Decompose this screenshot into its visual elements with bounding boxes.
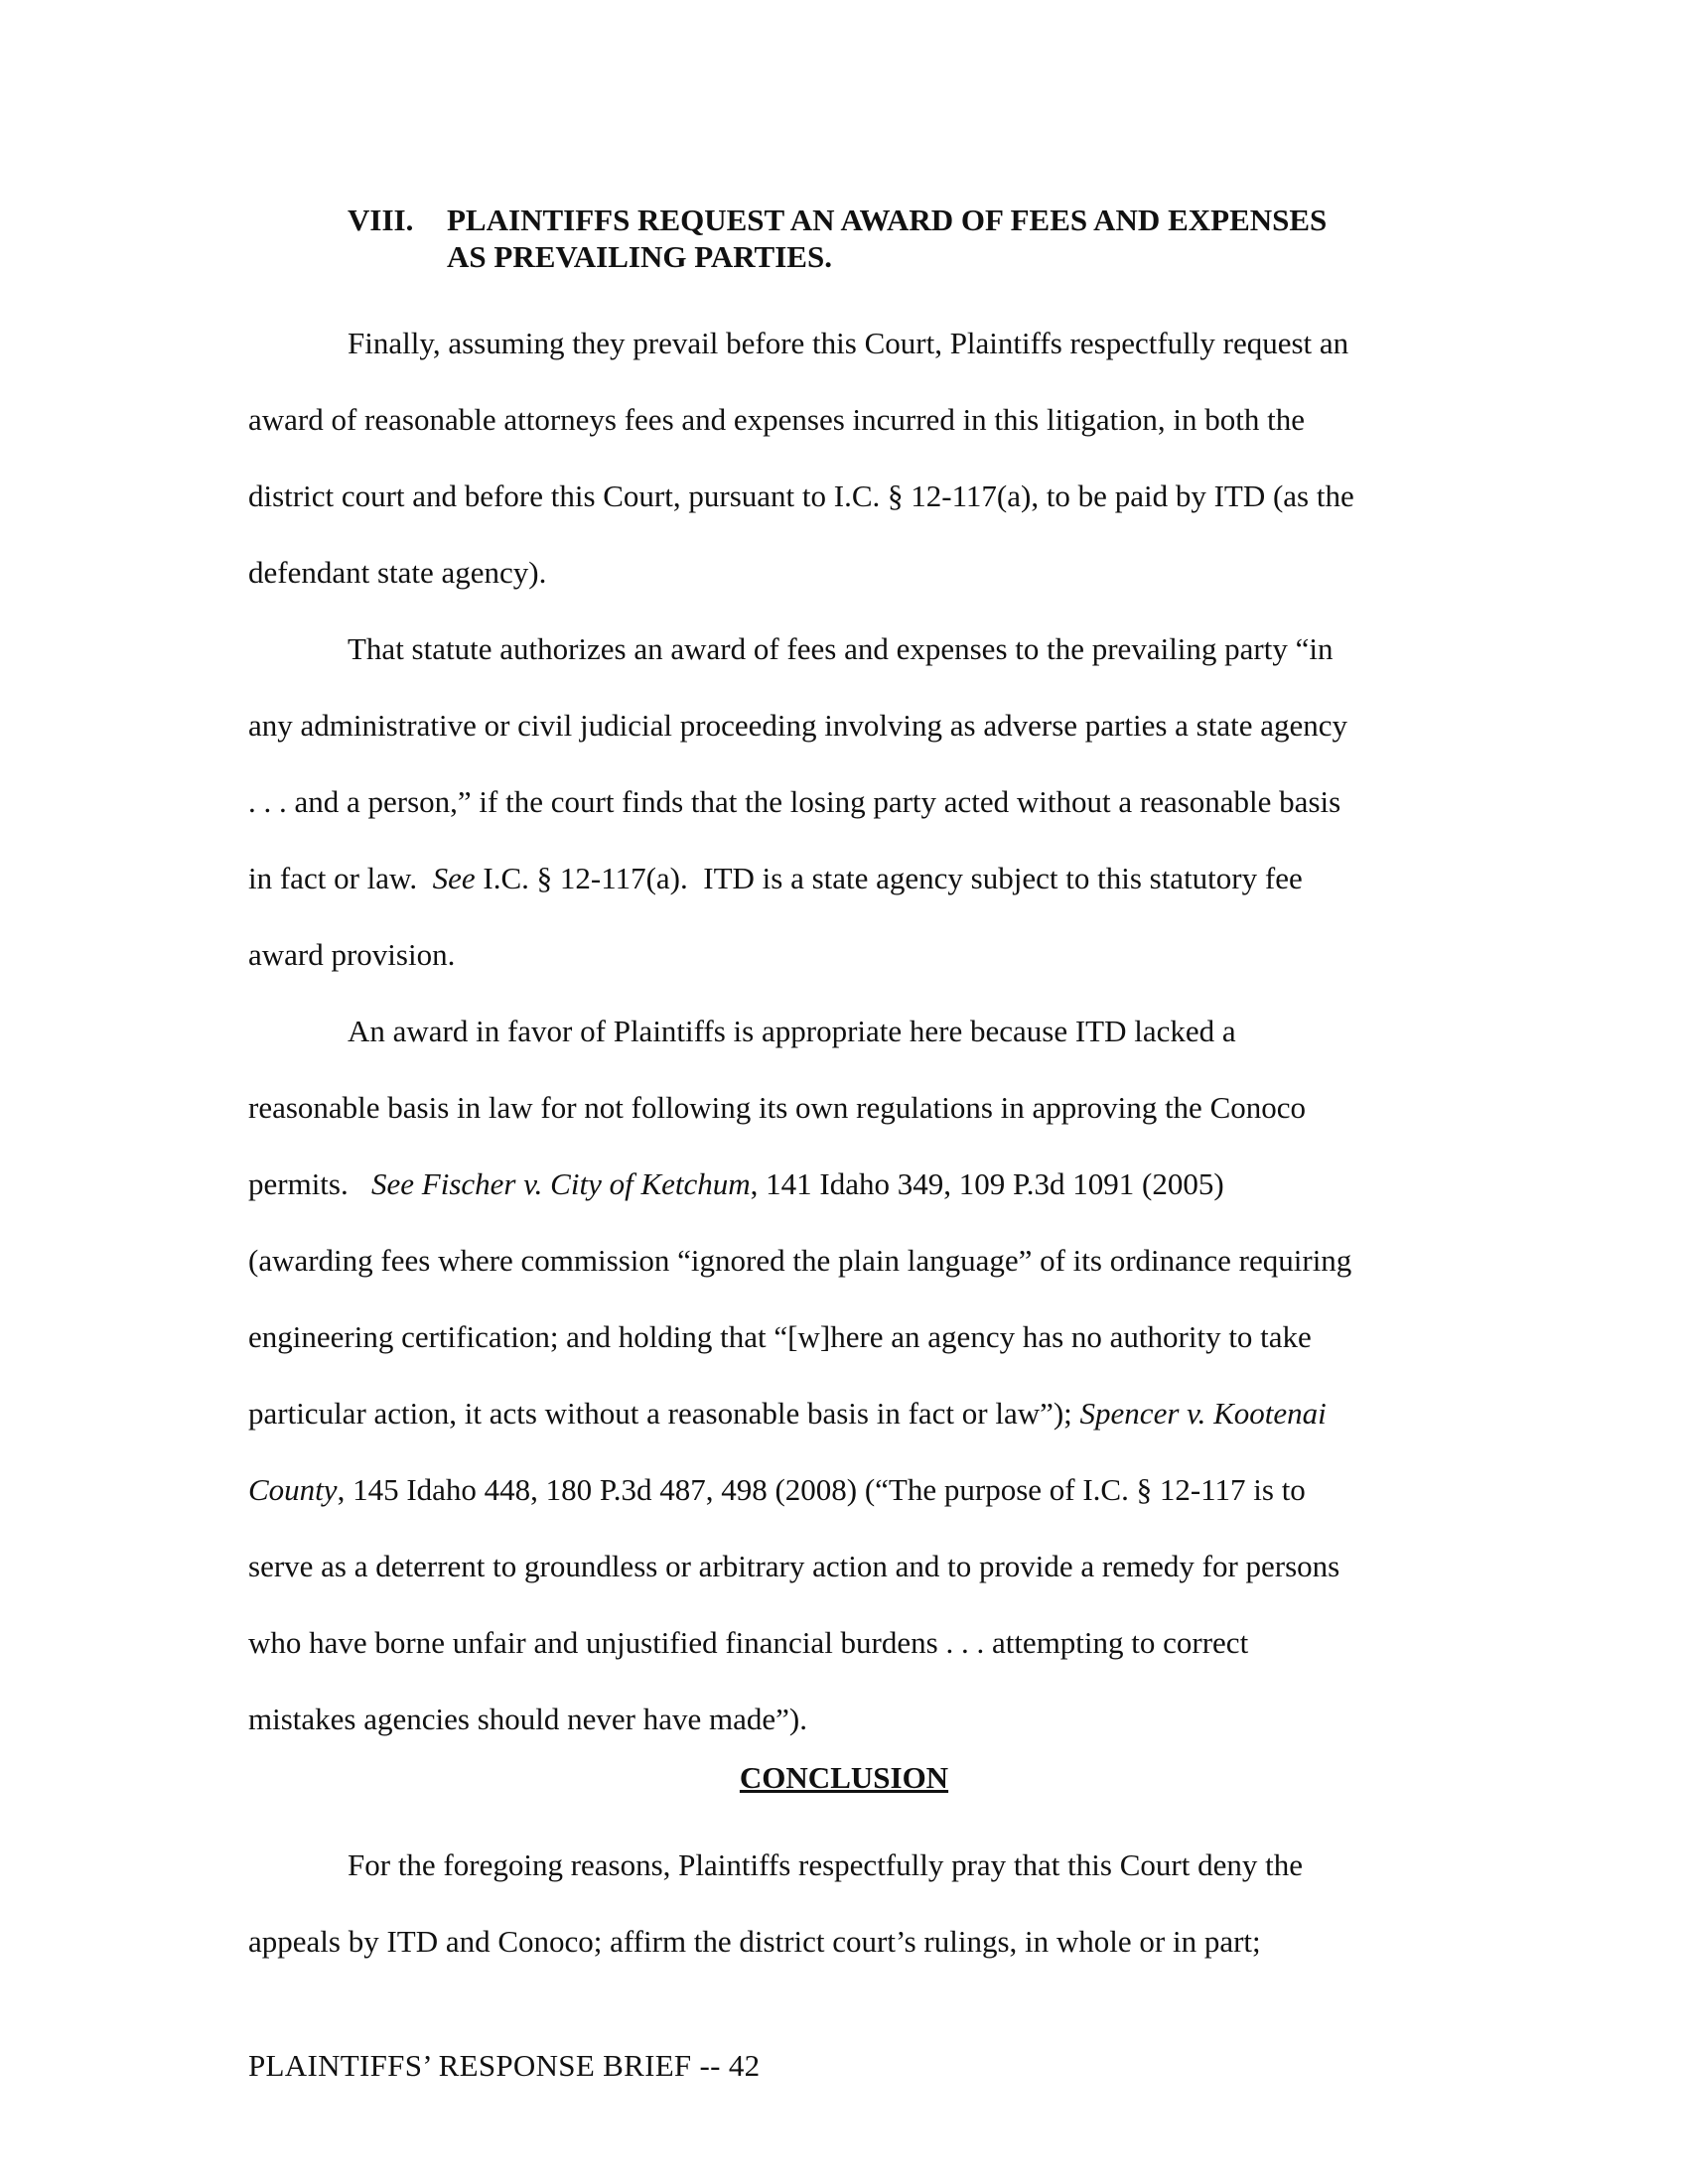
text-line: mistakes agencies should never have made”). — [248, 1702, 807, 1736]
text-line: award provision. — [248, 937, 456, 972]
text-segment: , 145 Idaho 448, 180 P.3d 487, 498 (2008) (“The purpose of I.C. § 12-117 is to — [337, 1472, 1306, 1507]
paragraph-conclusion — [248, 1827, 1450, 1979]
text-segment: , 141 Idaho 349, 109 P.3d 1091 (2005) — [750, 1166, 1224, 1201]
text-line: An award in favor of Plaintiffs is appropriate here because ITD lacked a — [348, 1014, 1236, 1048]
text-line — [248, 1375, 1450, 1451]
text-segment: particular action, it acts without a reasonable basis in fact or law”); — [248, 1396, 1080, 1431]
citation-signal: See — [432, 861, 476, 895]
text-line — [248, 1146, 1450, 1222]
conclusion-heading: CONCLUSION — [739, 1760, 949, 1795]
text-line: appeals by ITD and Conoco; affirm the district court’s rulings, in whole or in part; — [248, 1924, 1261, 1959]
text-line: district court and before this Court, pursuant to I.C. § 12-117(a), to be paid by ITD (as the — [248, 478, 1354, 513]
text-segment: in fact or law. — [248, 861, 433, 895]
text-line — [248, 1451, 1450, 1528]
text-line: any administrative or civil judicial proceeding involving as adverse parties a state agency — [248, 708, 1348, 743]
page-footer: PLAINTIFFS’ RESPONSE BRIEF -- 42 — [248, 2048, 761, 2083]
case-citation: Spencer v. Kootenai — [1079, 1396, 1327, 1431]
text-line — [248, 840, 1450, 916]
section-title-line: PLAINTIFFS REQUEST AN AWARD OF FEES AND EXPENSES — [447, 203, 1328, 237]
case-citation: See Fischer v. City of Ketchum — [371, 1166, 751, 1201]
text-line: For the foregoing reasons, Plaintiffs respectfully pray that this Court deny the — [348, 1847, 1303, 1882]
paragraph-award-appropriate — [248, 993, 1450, 1757]
section-number: VIII. — [348, 203, 414, 237]
text-line: That statute authorizes an award of fees and expenses to the prevailing party “in — [348, 631, 1334, 666]
text-line: serve as a deterrent to groundless or arbitrary action and to provide a remedy for persons — [248, 1549, 1340, 1583]
text-line: who have borne unfair and unjustified financial burdens . . . attempting to correct — [248, 1625, 1249, 1660]
text-segment: I.C. § 12-117(a). ITD is a state agency subject to this statutory fee — [475, 861, 1303, 895]
text-line: (awarding fees where commission “ignored the plain language” of its ordinance requiring — [248, 1243, 1352, 1278]
text-line: Finally, assuming they prevail before this Court, Plaintiffs respectfully request an — [348, 326, 1349, 360]
section-title-line: AS PREVAILING PARTIES. — [447, 239, 832, 274]
text-line: . . . and a person,” if the court finds that the losing party acted without a reasonable basis — [248, 784, 1341, 819]
text-segment: permits. — [248, 1166, 371, 1201]
paragraph-statute — [248, 611, 1450, 993]
case-citation: County — [248, 1472, 338, 1507]
text-line: defendant state agency). — [248, 555, 547, 590]
text-line: engineering certification; and holding that “[w]here an agency has no authority to take — [248, 1319, 1312, 1354]
text-line: reasonable basis in law for not following its own regulations in approving the Conoco — [248, 1090, 1307, 1125]
section-title — [447, 202, 1440, 275]
paragraph-fees-request — [248, 305, 1450, 611]
text-line: award of reasonable attorneys fees and expenses incurred in this litigation, in both the — [248, 402, 1306, 437]
